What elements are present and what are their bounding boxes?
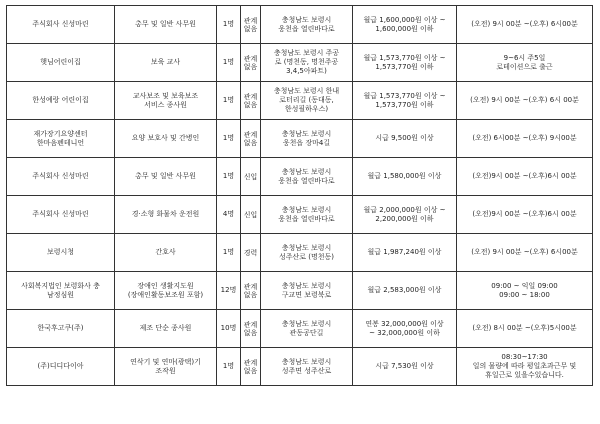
career-cell: 관계 없음: [241, 82, 261, 120]
job-cell: 경·소형 화물차 운전원: [115, 196, 217, 234]
company-cell: 햇님어린이집: [7, 44, 115, 82]
pay-cell: 시급 9,500원 이상: [353, 120, 457, 158]
career-cell: 관계 없음: [241, 310, 261, 348]
count-cell: 4명: [217, 196, 241, 234]
job-cell: 총무 및 일반 사무원: [115, 158, 217, 196]
job-cell: 교사보조 및 보육보조 서비스 종사원: [115, 82, 217, 120]
location-cell: 충청남도 보령시 구교면 보령북로: [261, 272, 353, 310]
table-row: [7, 310, 593, 348]
company-cell: 한국후고쿠(주): [7, 310, 115, 348]
career-cell: 신입: [241, 158, 261, 196]
job-cell: 제조 단순 종사원: [115, 310, 217, 348]
hours-cell: (오전)9시 00분 ~(오후)6시 00분: [457, 196, 593, 234]
pay-cell: 월급 2,000,000원 이상 ~ 2,200,000원 이하: [353, 196, 457, 234]
company-cell: 사회복지법인 보령화사 충 남정심원: [7, 272, 115, 310]
hours-cell: 9~6시 주5일 로테이션으로 출근: [457, 44, 593, 82]
location-cell: 충청남도 보령시 주공 로 (명천동, 명천주공 3,4,5아파트): [261, 44, 353, 82]
pay-cell: 월급 2,583,000원 이상: [353, 272, 457, 310]
pay-cell: 시급 7,530원 이상: [353, 348, 457, 386]
pay-cell: 월급 1,987,240원 이상: [353, 234, 457, 272]
hours-cell: (오전) 6시00분 ~(오후) 9시00분: [457, 120, 593, 158]
count-cell: 1명: [217, 82, 241, 120]
company-cell: 한성예랑 어린이집: [7, 82, 115, 120]
count-cell: 1명: [217, 120, 241, 158]
table-row: [7, 348, 593, 386]
company-cell: 주식회사 신성마린: [7, 6, 115, 44]
job-cell: 간호사: [115, 234, 217, 272]
pay-cell: 연봉 32,000,000원 이상 ~ 32,000,000원 이하: [353, 310, 457, 348]
count-cell: 1명: [217, 6, 241, 44]
location-cell: 충청남도 보령시 한내 로터리길 (동대동, 한성필하우스): [261, 82, 353, 120]
hours-cell: 08:30~17:30 일의 물량에 따라 평일초과근무 및 휴일근로 있을수있습니다.: [457, 348, 593, 386]
location-cell: 충청남도 보령시 웅천읍 열린바다로: [261, 6, 353, 44]
location-cell: 충청남도 보령시 웅천읍 열린바다로: [261, 158, 353, 196]
job-listing-table: [6, 5, 593, 386]
location-cell: 충청남도 보령시 성주면 성주산로: [261, 348, 353, 386]
company-cell: 보령시청: [7, 234, 115, 272]
table-row: [7, 44, 593, 82]
career-cell: 경력: [241, 234, 261, 272]
count-cell: 10명: [217, 310, 241, 348]
career-cell: 관계 없음: [241, 44, 261, 82]
job-cell: 요양 보호사 및 간병인: [115, 120, 217, 158]
hours-cell: (오전) 8시 00분 ~(오후)5시00분: [457, 310, 593, 348]
career-cell: 관계 없음: [241, 272, 261, 310]
table-body: [7, 6, 593, 386]
pay-cell: 월급 1,573,770원 이상 ~ 1,573,770원 이하: [353, 44, 457, 82]
company-cell: 주식회사 신성마린: [7, 196, 115, 234]
table-row: [7, 158, 593, 196]
hours-cell: (오전) 9시 00분 ~(오후) 6시00분: [457, 6, 593, 44]
career-cell: 관계 없음: [241, 348, 261, 386]
career-cell: 관계 없음: [241, 120, 261, 158]
hours-cell: 09:00 ~ 익일 09:00 09:00 ~ 18:00: [457, 272, 593, 310]
table-row: [7, 6, 593, 44]
count-cell: 1명: [217, 348, 241, 386]
hours-cell: (오전) 9시 00분 ~(오후) 6시00분: [457, 234, 593, 272]
job-cell: 연삭기 및 연마(광택)기 조작원: [115, 348, 217, 386]
company-cell: (주)디디다이아: [7, 348, 115, 386]
career-cell: 신입: [241, 196, 261, 234]
table-row: [7, 196, 593, 234]
table-row: [7, 272, 593, 310]
company-cell: 재가장기요양센터 한마음펜테니언: [7, 120, 115, 158]
table-row: [7, 120, 593, 158]
pay-cell: 월급 1,580,000원 이상: [353, 158, 457, 196]
company-cell: 주식회사 신성마린: [7, 158, 115, 196]
table-row: [7, 82, 593, 120]
count-cell: 1명: [217, 44, 241, 82]
job-cell: 장애인 생활지도원 (장애인활동보조원 포함): [115, 272, 217, 310]
job-cell: 총무 및 일반 사무원: [115, 6, 217, 44]
career-cell: 관계 없음: [241, 6, 261, 44]
count-cell: 1명: [217, 158, 241, 196]
count-cell: 1명: [217, 234, 241, 272]
pay-cell: 월급 1,600,000원 이상 ~ 1,600,000원 이하: [353, 6, 457, 44]
count-cell: 12명: [217, 272, 241, 310]
location-cell: 충청남도 보령시 웅천읍 장마4길: [261, 120, 353, 158]
location-cell: 충청남도 보령시 성주산로 (명천동): [261, 234, 353, 272]
hours-cell: (오전) 9시 00분 ~(오후) 6시 00분: [457, 82, 593, 120]
table-row: [7, 234, 593, 272]
location-cell: 충청남도 보령시 웅천읍 열린바다로: [261, 196, 353, 234]
job-listing-sheet: [6, 5, 592, 386]
job-cell: 보육 교사: [115, 44, 217, 82]
location-cell: 충청남도 보령시 관동공단길: [261, 310, 353, 348]
hours-cell: (오전)9시 00분 ~(오후)6시 00분: [457, 158, 593, 196]
pay-cell: 월급 1,573,770원 이상 ~ 1,573,770원 이하: [353, 82, 457, 120]
